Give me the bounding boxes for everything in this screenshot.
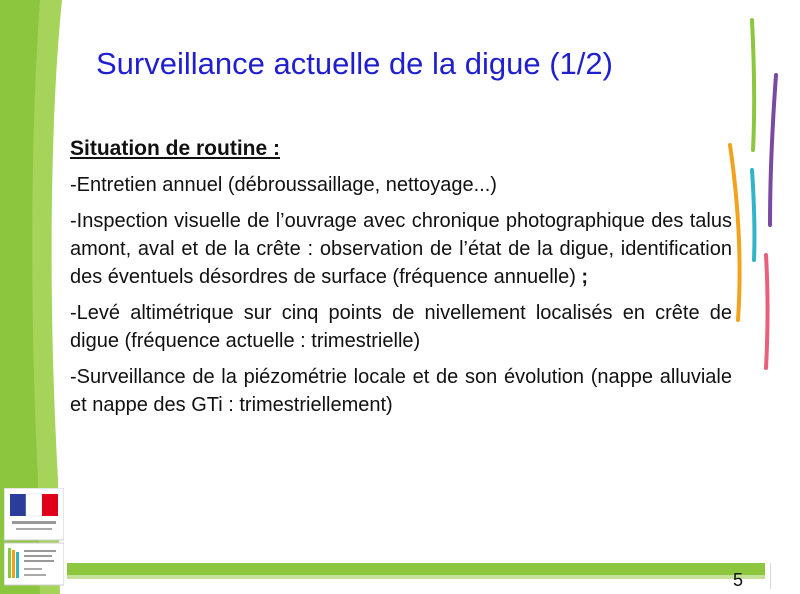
bullet-text: -Entretien annuel (débroussaillage, nettoyage...): [70, 174, 497, 196]
bullet-item: [70, 299, 732, 355]
slide-title: Surveillance actuelle de la digue (1/2): [96, 46, 613, 81]
slide-body: [70, 135, 732, 427]
section-heading: Situation de routine :: [70, 137, 280, 160]
republique-francaise-logo: [4, 488, 64, 588]
bullet-text: -Surveillance de la piézométrie locale et de son évolution (nappe alluviale et nappe des GTi : trimestriellement): [70, 366, 732, 416]
page-number: 5: [733, 570, 744, 590]
bullet-text: -Levé altimétrique sur cinq points de nivellement localisés en crête de digue (fréquence actuelle : trimestrielle): [70, 302, 732, 352]
footer-bar-light: [67, 575, 765, 579]
bullet-text: -Inspection visuelle de l’ouvrage avec chronique photographique des talus amont, aval et de la crête : observation de l’état de la digue, identification des éventuels désordres de surface (fréquence annuelle): [70, 210, 732, 288]
bullet-item: [70, 171, 732, 199]
bullet-item: [70, 207, 732, 291]
bullet-suffix: ;: [575, 266, 589, 288]
bullet-item: [70, 363, 732, 419]
footer-corner-box: [770, 563, 800, 589]
footer-bar: [67, 563, 765, 575]
